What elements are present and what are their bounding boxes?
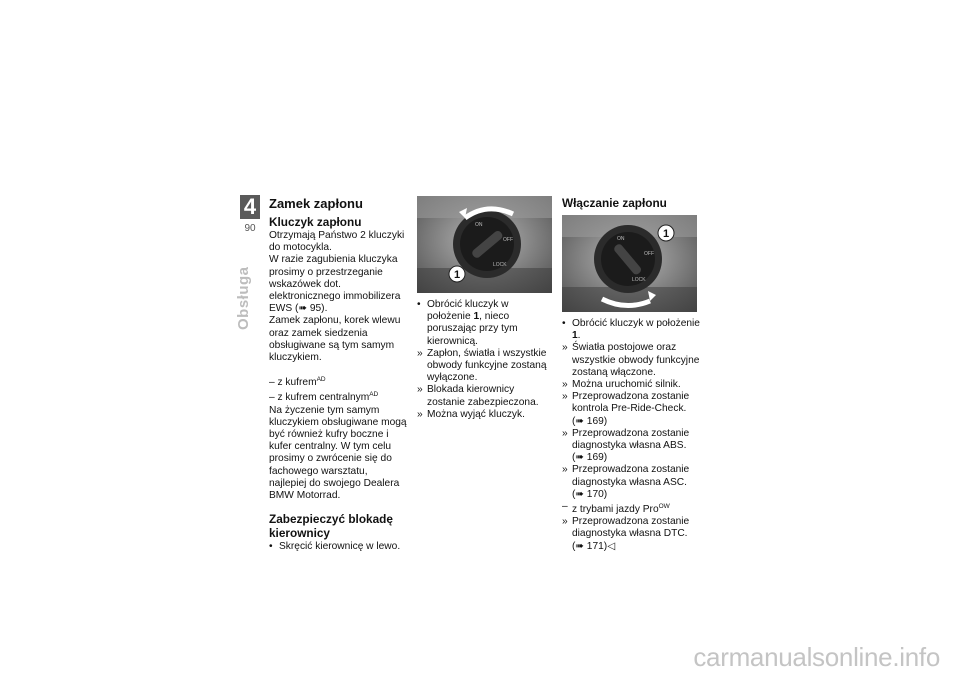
column-1 <box>269 196 407 553</box>
arrow-ref-icon: ➠ <box>575 540 584 552</box>
result-item: » Blokada kierownicy zostanie zabezpieczona. <box>417 384 539 408</box>
step-item: • Skręcić kierownicę w lewo. <box>269 541 401 553</box>
chapter-number: 4 <box>240 195 260 219</box>
section-title-ignition-on: Włączanie zapłonu <box>562 196 667 210</box>
result-item: » Przeprowadzona zostanie kontrola Pre-Ride-Check. (➠ 169) <box>562 391 690 427</box>
result-arrow-icon: » <box>562 464 568 476</box>
arrow-ref-icon: ➠ <box>575 488 584 500</box>
step-list <box>417 299 552 421</box>
result-item: » Przeprowadzona zostanie diagnostyka własna DTC. (➠ 171)◁ <box>562 516 690 552</box>
page-number: 90 <box>244 223 256 234</box>
column-3 <box>562 196 700 553</box>
result-item: » Można uruchomić silnik. <box>562 379 681 391</box>
arrow-ref-icon: ➠ <box>575 452 584 464</box>
result-arrow-icon: » <box>417 384 423 396</box>
result-arrow-icon: » <box>562 379 568 391</box>
option-line: – z kufrem centralnym$^{AD}$ <box>269 391 379 404</box>
paragraph-lost-key: W razie zagubienia kluczyka prosimy o przestrzeganie wskazówek dot. elektronicznego immobilizera EWS (➠ 95). <box>269 254 401 315</box>
end-mark-icon: ◁ <box>607 540 616 552</box>
result-arrow-icon: » <box>417 347 423 359</box>
bullet-icon: • <box>417 299 421 310</box>
option-line: – z kufrem$^{AD}$ <box>269 376 326 389</box>
step-item: • Obrócić kluczyk w położenie 1, nieco poruszając przy tym kierownicą. <box>417 299 518 347</box>
lock-off-label: OFF <box>503 237 513 243</box>
column-2 <box>417 196 552 421</box>
page-ref-link[interactable]: 170 <box>586 488 604 500</box>
chapter-tab <box>240 195 260 234</box>
result-arrow-icon: » <box>417 408 423 420</box>
result-item: » Przeprowadzona zostanie diagnostyka własna ASC. (➠ 170) <box>562 464 690 500</box>
subheading-key: Kluczyk zapłonu <box>269 215 362 229</box>
callout-number: 1 <box>453 269 461 281</box>
paragraph-keys: Otrzymają Państwo 2 kluczyki do motocykla. <box>269 230 405 254</box>
lock-on-label: ON <box>475 222 483 228</box>
paragraph-cases: Na życzenie tym samym kluczykiem obsługiwane mogą być również kufry boczne i kufer centralny. W tym celu prosimy o zwrócenie się do fachowego warsztatu, najlepiej do swojego Dealera BMW Motorrad. <box>269 404 407 502</box>
lock-lock-label: LOCK <box>632 277 646 283</box>
subheading-steering-lock: Zabezpieczyć blokadę kierownicy <box>269 512 393 541</box>
result-item: » Przeprowadzona zostanie diagnostyka własna ABS. (➠ 169) <box>562 427 690 464</box>
lock-off-label: OFF <box>644 251 654 257</box>
paragraph-lock: Zamek zapłonu, korek wlewu oraz zamek siedzenia obsługiwane są tym samym kluczykiem. <box>269 315 401 364</box>
step-list <box>269 541 407 553</box>
ignition-lock-photo <box>562 215 697 312</box>
result-item: » Zapłon, światła i wszystkie obwody funkcyjne zostaną wyłączone. <box>417 347 547 384</box>
result-item: » Światła postojowe oraz wszystkie obwody funkcyjne zostaną włączone. <box>562 342 700 378</box>
callout-number: 1 <box>662 228 670 240</box>
result-item: » Można wyjąć kluczyk. <box>417 408 525 420</box>
option-line: – z trybami jazdy Pro$^{OW}$ <box>562 501 670 516</box>
ignition-lock-photo <box>417 196 552 293</box>
step-list <box>562 318 700 553</box>
bullet-icon: • <box>562 318 566 329</box>
page-ref-link[interactable]: 169 <box>586 415 604 427</box>
watermark: carmanualsonline.info <box>693 642 940 672</box>
section-label: Obsługa <box>235 266 252 330</box>
page-ref-link[interactable]: 171 <box>586 540 604 552</box>
bullet-icon: • <box>269 541 273 553</box>
result-arrow-icon: » <box>562 391 568 403</box>
result-arrow-icon: » <box>562 342 568 354</box>
page-ref-link[interactable]: 95 <box>309 303 322 315</box>
arrow-ref-icon: ➠ <box>298 303 307 315</box>
lock-lock-label: LOCK <box>493 262 507 268</box>
result-arrow-icon: » <box>562 427 568 439</box>
section-title: Zamek zapłonu <box>269 196 363 211</box>
arrow-ref-icon: ➠ <box>575 415 584 427</box>
step-item: • Obrócić kluczyk w położenie 1. <box>562 318 700 342</box>
page-ref-link[interactable]: 169 <box>586 452 604 464</box>
result-arrow-icon: » <box>562 516 568 528</box>
lock-on-label: ON <box>617 236 625 242</box>
